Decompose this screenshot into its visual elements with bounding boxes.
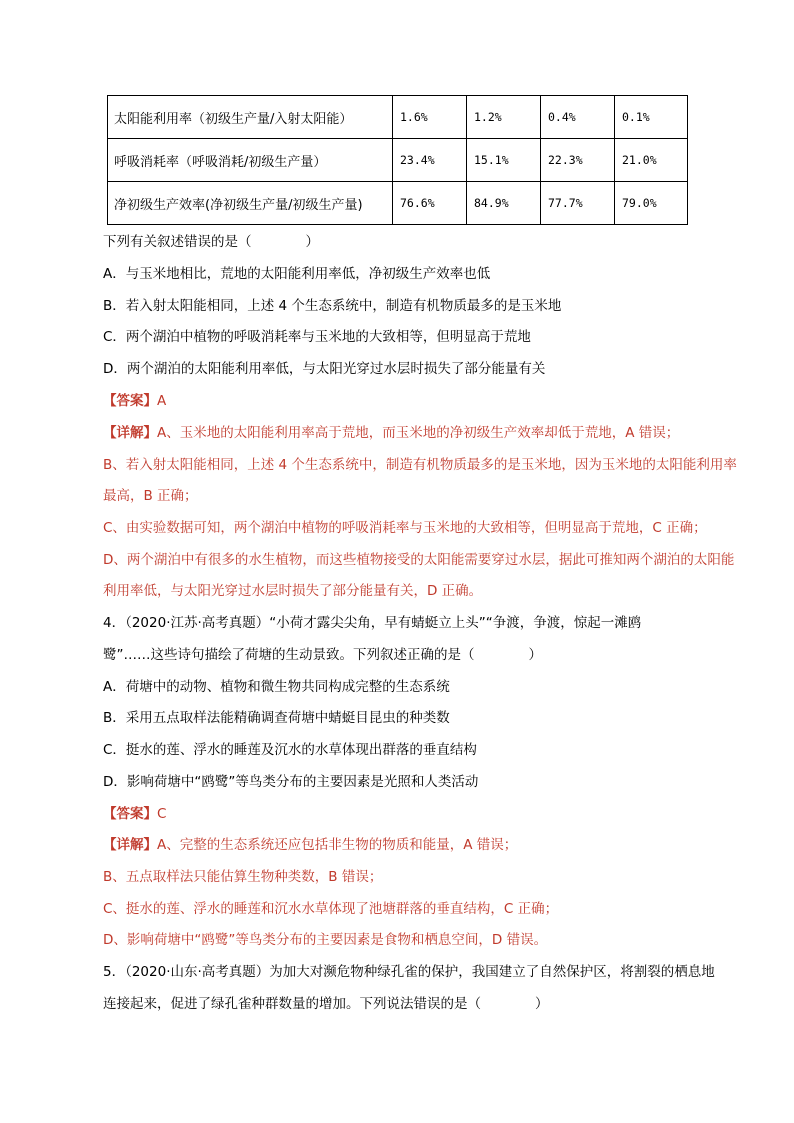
efficiency-table <box>107 95 688 225</box>
row-label: 净初级生产效率(净初级生产量/初级生产量) <box>108 182 393 225</box>
q3-stem: 下列有关叙述错误的是（ ） <box>103 234 319 250</box>
table-cell: 21.0% <box>615 139 688 182</box>
detail-text: A、完整的生态系统还应包括非生物的物质和能量，A 错误； <box>157 837 518 853</box>
table-cell: 1.2% <box>467 96 541 139</box>
table-row <box>108 96 688 139</box>
q3-detail-line <box>103 424 679 442</box>
q4-option-c: C．挺水的莲、浮水的睡莲及沉水的水草体现出群落的垂直结构 <box>103 742 477 758</box>
q3-answer <box>103 392 166 410</box>
answer-value: C <box>157 806 167 822</box>
detail-text: A、玉米地的太阳能利用率高于荒地，而玉米地的净初级生产效率却低于荒地，A 错误； <box>157 425 680 441</box>
q4-detail-line: B、五点取样法只能估算生物种类数，B 错误； <box>103 869 383 885</box>
q4-detail-line: D、影响荷塘中“鸥鹭”等鸟类分布的主要因素是食物和栖息空间，D 错误。 <box>103 932 548 948</box>
table-cell: 22.3% <box>541 139 615 182</box>
q5-stem: 5．（2020·山东·高考真题）为加大对濒危物种绿孔雀的保护，我国建立了自然保护区，将割裂的栖息地 <box>103 964 715 980</box>
q3-option-c: C．两个湖泊中植物的呼吸消耗率与玉米地的大致相等，但明显高于荒地 <box>103 329 531 345</box>
q5-stem: 连接起来，促进了绿孔雀种群数量的增加。下列说法错误的是（ ） <box>103 996 549 1012</box>
detail-tag: 【详解】 <box>103 837 157 853</box>
row-label: 呼吸消耗率（呼吸消耗/初级生产量） <box>108 139 393 182</box>
table-cell: 0.4% <box>541 96 615 139</box>
q4-answer <box>103 805 166 823</box>
q4-stem: 4．（2020·江苏·高考真题）“小荷才露尖尖角，早有蜻蜓立上头”“争渡，争渡，惊起一滩鸥 <box>103 615 642 631</box>
table-cell: 79.0% <box>615 182 688 225</box>
q4-stem: 鹭”……这些诗句描绘了荷塘的生动景致。下列叙述正确的是（ ） <box>103 647 542 663</box>
q3-detail-line: B、若入射太阳能相同，上述 4 个生态系统中，制造有机物质最多的是玉米地，因为玉米地的太阳能利用率 <box>103 457 737 473</box>
table-cell: 1.6% <box>393 96 467 139</box>
q4-option-a: A．荷塘中的动物、植物和微生物共同构成完整的生态系统 <box>103 679 450 695</box>
q4-option-b: B．采用五点取样法能精确调查荷塘中蜻蜓目昆虫的种类数 <box>103 710 450 726</box>
table-cell: 15.1% <box>467 139 541 182</box>
table-cell: 0.1% <box>615 96 688 139</box>
answer-value: A <box>157 393 167 409</box>
table-row <box>108 182 688 225</box>
table-cell: 84.9% <box>467 182 541 225</box>
q3-option-a: A．与玉米地相比，荒地的太阳能利用率低，净初级生产效率也低 <box>103 266 491 282</box>
table-cell: 23.4% <box>393 139 467 182</box>
q3-detail-line: C、由实验数据可知，两个湖泊中植物的呼吸消耗率与玉米地的大致相等，但明显高于荒地，C 正确； <box>103 520 707 536</box>
table-row <box>108 139 688 182</box>
q3-detail-line: D、两个湖泊中有很多的水生植物，而这些植物接受的太阳能需要穿过水层，据此可推知两个湖泊的太阳能 <box>103 552 735 568</box>
answer-tag: 【答案】 <box>103 393 157 409</box>
q3-detail-line: 最高，B 正确； <box>103 488 198 504</box>
q3-detail-line: 利用率低，与太阳光穿过水层时损失了部分能量有关，D 正确。 <box>103 583 483 599</box>
q4-detail-line: C、挺水的莲、浮水的睡莲和沉水水草体现了池塘群落的垂直结构，C 正确； <box>103 901 559 917</box>
detail-tag: 【详解】 <box>103 425 157 441</box>
q4-option-d: D．影响荷塘中“鸥鹭”等鸟类分布的主要因素是光照和人类活动 <box>103 774 479 790</box>
row-label: 太阳能利用率（初级生产量/入射太阳能） <box>108 96 393 139</box>
q3-option-d: D．两个湖泊的太阳能利用率低，与太阳光穿过水层时损失了部分能量有关 <box>103 361 546 377</box>
q4-detail-line <box>103 836 517 854</box>
table-cell: 76.6% <box>393 182 467 225</box>
answer-tag: 【答案】 <box>103 806 157 822</box>
table-cell: 77.7% <box>541 182 615 225</box>
q3-option-b: B．若入射太阳能相同，上述 4 个生态系统中，制造有机物质最多的是玉米地 <box>103 298 562 314</box>
